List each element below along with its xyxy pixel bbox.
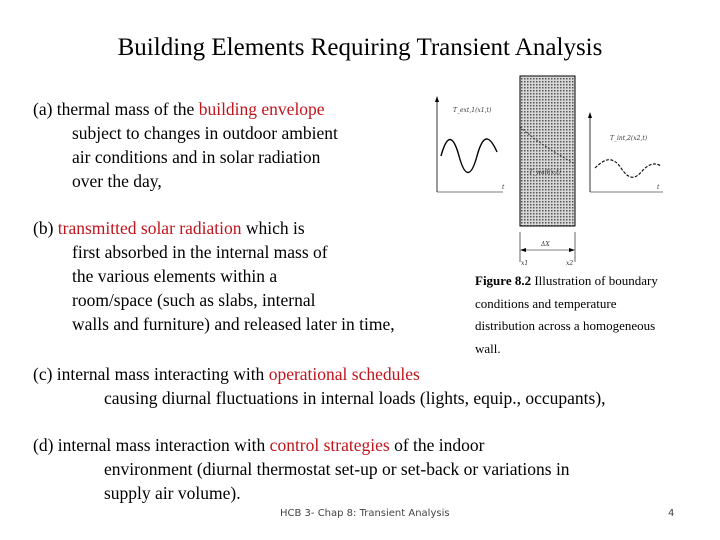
right-time-label: t (657, 184, 660, 191)
item-b-line-2: first absorbed in the internal mass of (72, 242, 328, 262)
slide-title: Building Elements Requiring Transient Analysis (117, 34, 603, 61)
caption-line-1: Figure 8.2 Illustration of boundary (475, 273, 658, 288)
item-a (33, 97, 338, 193)
outer-temp-label: T_ext,1(x1,t) (453, 107, 492, 114)
wall (520, 76, 575, 226)
item-a-line-4: over the day, (72, 171, 162, 191)
x2-label: x2 (566, 260, 574, 267)
item-b-line-3: the various elements within a (72, 266, 278, 286)
figure-caption (475, 270, 715, 360)
inner-temp-label: T_int,2(x2,t) (610, 135, 648, 142)
caption-figure-number: Figure 8.2 (475, 273, 532, 288)
wall-temperature-figure (425, 72, 675, 267)
caption-line-4: wall. (475, 340, 501, 356)
item-a-line-3: air conditions and in solar radiation (72, 147, 321, 167)
page-number: 4 (668, 508, 675, 519)
slide-footer: HCB 3- Chap 8: Transient Analysis (280, 508, 450, 519)
item-d-line-2: environment (diurnal thermostat set-up or set-back or variations in (104, 459, 570, 479)
item-d-line-3: supply air volume). (104, 483, 241, 503)
thickness-arrow-left (520, 248, 526, 252)
item-b-line-4: room/space (such as slabs, internal (72, 290, 316, 310)
item-c (33, 362, 606, 410)
item-d (33, 433, 570, 505)
left-time-label: t (502, 184, 505, 191)
x1-label: x1 (521, 260, 529, 267)
item-b-line-1: (b) transmitted solar radiation which is (33, 218, 305, 238)
item-b-line-5: walls and furniture) and released later in time, (72, 314, 395, 334)
right-axis-arrow (588, 112, 592, 118)
caption-line-3: distribution across a homogeneous (475, 318, 656, 333)
caption-line-2: conditions and temperature (475, 295, 617, 311)
wall-temp-label: T_wall(x,t) (529, 169, 561, 176)
item-a-line-2: subject to changes in outdoor ambient (72, 123, 338, 143)
item-b (33, 216, 395, 336)
outdoor-temperature-wave (441, 139, 497, 173)
indoor-temperature-wave (595, 160, 661, 178)
item-c-line-1: (c) internal mass interacting with operational schedules (33, 364, 420, 384)
item-d-line-1: (d) internal mass interaction with control strategies of the indoor (33, 435, 485, 455)
item-c-line-2: causing diurnal fluctuations in internal loads (lights, equip., occupants), (104, 388, 606, 408)
thickness-label: ΔX (541, 241, 550, 248)
item-a-line-1: (a) thermal mass of the building envelope (33, 99, 325, 119)
thickness-arrow-right (569, 248, 575, 252)
left-axis-arrow (435, 96, 439, 102)
